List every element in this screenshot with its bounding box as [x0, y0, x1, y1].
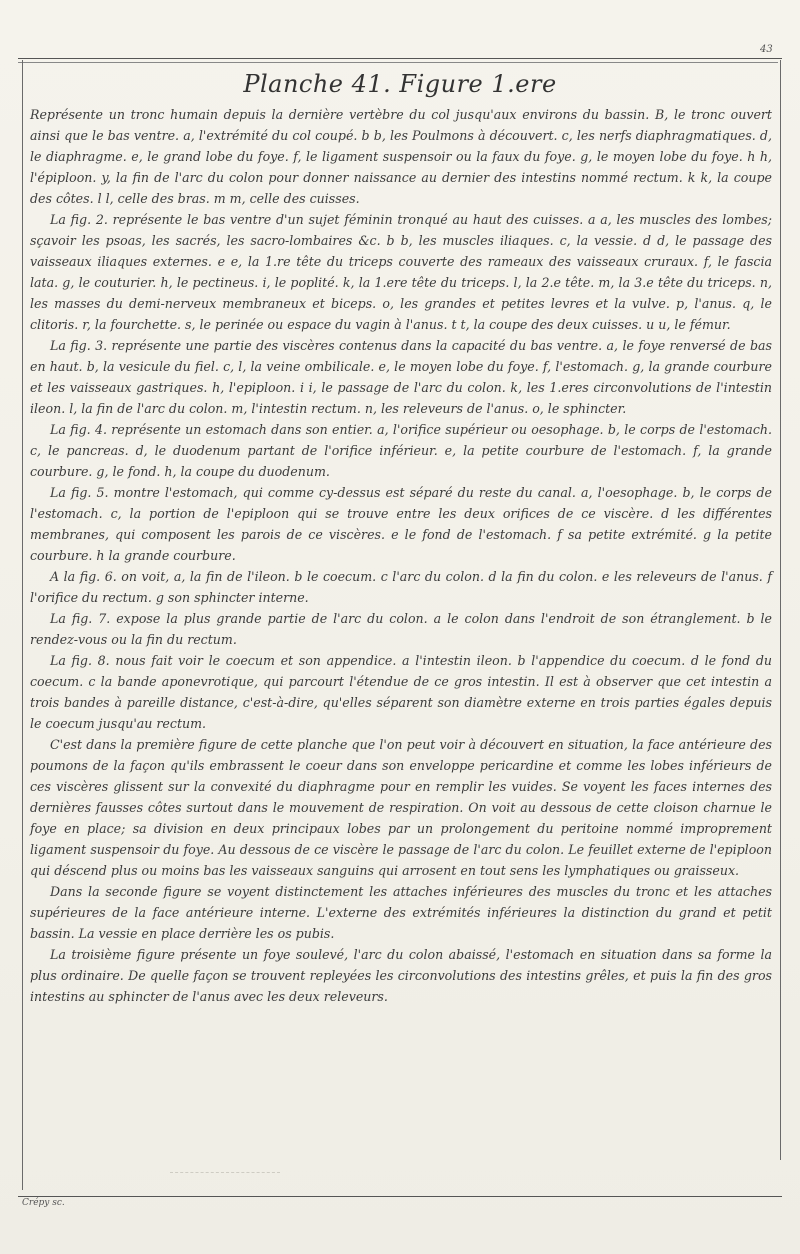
plate-number: 43	[760, 44, 773, 55]
paragraph-fig3: La fig. 3. représente une partie des viscères contenus dans la capacité du bas ventre. a, le foye renversé de bas en haut. b, la vesicule du fiel. c, l, la veine ombilicale. e, le moyen lobe du foye. f, l'estomach. g, la grande courbure et les vaisseaux gastriques. h, l'epiploon. i i, le passage de l'arc du colon. k, les 1.eres circonvolutions de l'intestin ileon. l, la fin de l'arc du colon. m, l'intestin rectum. n, les releveurs de l'anus. o, le sphincter.	[30, 338, 772, 416]
paragraph-fig7: La fig. 7. expose la plus grande partie de l'arc du colon. a le colon dans l'endroit de son étranglement. b le rendez-vous ou la fin du rectum.	[30, 611, 772, 647]
engraver-signature: Crépy sc.	[22, 1198, 65, 1208]
bottom-rule	[18, 1196, 782, 1197]
paragraph-fig4: La fig. 4. représente un estomach dans son entier. a, l'orifice supérieur ou oesophage. b, le corps de l'estomach. c, le pancreas. d, le duodenum partant de l'orifice inférieur. e, la petite courbure de l'estomach. f, la grande courbure. g, le fond. h, la coupe du duodenum.	[30, 422, 772, 479]
top-rule-inner	[18, 62, 778, 63]
paragraph-fig1: Représente un tronc humain depuis la dernière vertèbre du col jusqu'aux environs du bassin. B, le tronc ouvert ainsi que le bas ventre. a, l'extrémité du col coupé. b b, les Poulmons à découvert. c, les nerfs diaphragmatiques. d, le diaphragme. e, le grand lobe du foye. f, le ligament suspensoir ou la faux du foye. g, le moyen lobe du foye. h h, l'épiploon. y, la fin de l'arc du colon pour donner naissance au dernier des intestins nommé rectum. k k, la coupe des côtes. l l, celle des bras. m m, celle des cuisses.	[30, 107, 772, 206]
paragraph-fig8: La fig. 8. nous fait voir le coecum et son appendice. a l'intestin ileon. b l'appendice du coecum. d le fond du coecum. c la bande aponevrotique, qui parcourt l'étendue de ce gros intestin. Il est à observer que cet intestin a trois bandes à pareille distance, c'est-à-dire, qu'elles séparent son diamètre externe en trois parties égales depuis le coecum jusqu'au rectum.	[30, 653, 772, 731]
paragraph-fig2: La fig. 2. représente le bas ventre d'un sujet féminin tronqué au haut des cuisses. a a, les muscles des lombes; sçavoir les psoas, les sacrés, les sacro-lombaires &c. b b, les muscles iliaques. c, la vessie. d d, le passage des vaisseaux iliaques externes. e e, la 1.re tête du triceps couverte des rameaux des vaisseaux cruraux. f, le fascia lata. g, le couturier. h, le pectineus. i, le poplité. k, la 1.ere tête du triceps. l, la 2.e tête. m, la 3.e tête du triceps. n, les masses du demi-nerveux membraneux et biceps. o, les grandes et petites levres et la vulve. p, l'anus. q, le clitoris. r, la fourchette. s, le perinée ou espace du vagin à l'anus. t t, la coupe des deux cuisses. u u, le fémur.	[30, 212, 772, 332]
paragraph-commentary-2: Dans la seconde figure se voyent distinctement les attaches inférieures des muscles du tronc et les attaches supérieures de la face antérieure interne. L'externe des extrémités inférieures la distinction du grand et petit bassin. La vessie en place derrière les os pubis.	[30, 884, 772, 941]
page-title: Planche 41. Figure 1.ere	[243, 70, 557, 98]
top-rule	[18, 58, 782, 59]
paragraph-fig5: La fig. 5. montre l'estomach, qui comme cy-dessus est séparé du reste du canal. a, l'oesophage. b, le corps de l'estomach. c, la portion de l'epiploon qui se trouve entre les deux orifices de ce viscère. d les différentes membranes, qui composent les parois de ce viscères. e le fond de l'estomach. f sa petite extrémité. g la petite courbure. h la grande courbure.	[30, 485, 772, 563]
paragraph-commentary-1: C'est dans la première figure de cette planche que l'on peut voir à découvert en situation, la face antérieure des poumons de la façon qu'ils embrassent le coeur dans son enveloppe pericardine et comme les lobes inférieurs de ces viscères glissent sur la convexité du diaphragme pour en remplir les vuides. Se voyent les faces internes des dernières fausses côtes surtout dans le mouvement de respiration. On voit au dessous de cette cloison charnue le foye en place; sa division en deux principaux lobes par un prolongement du peritoine nommé improprement ligament suspensoir du foye. Au dessous de ce viscère le passage de l'arc du colon. Le feuillet externe de l'epiploon qui déscend plus ou moins bas les vaisseaux sanguins qui arrosent en tout sens les lymphatiques ou graisseux.	[30, 737, 772, 878]
left-border	[22, 60, 23, 1190]
body-text	[30, 104, 772, 1007]
paragraph-fig6: A la fig. 6. on voit, a, la fin de l'ileon. b le coecum. c l'arc du colon. d la fin du colon. e les releveurs de l'anus. f l'orifice du rectum. g son sphincter interne.	[30, 569, 772, 605]
right-border	[780, 60, 781, 1160]
paragraph-commentary-3: La troisième figure présente un foye soulevé, l'arc du colon abaissé, l'estomach en situation dans sa forme la plus ordinaire. De quelle façon se trouvent repleyées les circonvolutions des intestins grêles, et puis la fin des gros intestins au sphincter de l'anus avec les deux releveurs.	[30, 947, 772, 1004]
ink-smudge	[170, 1158, 280, 1173]
